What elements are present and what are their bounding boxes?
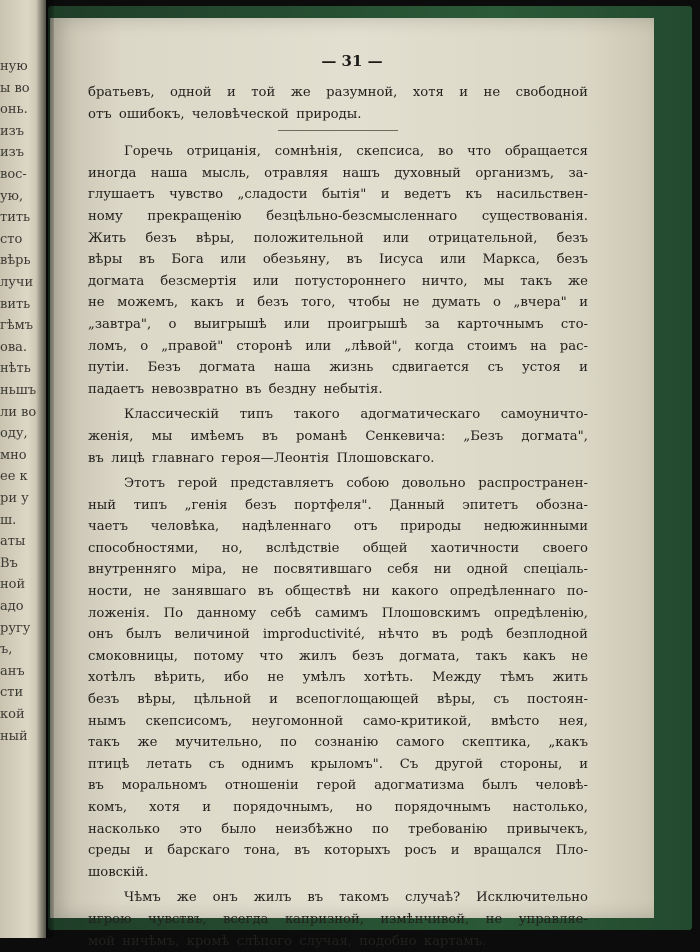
left-page-fragment: гѣмъ — [0, 318, 34, 334]
paragraph — [88, 473, 588, 883]
text-line: Классическій типъ такого адогматическаго самоуничто- — [124, 407, 588, 423]
text-line: женія, мы имѣемъ въ романѣ Сенкевича: „Безъ догмата", — [88, 428, 588, 444]
left-page-fragment: аты — [0, 534, 26, 550]
spine-shadow — [36, 0, 54, 938]
text-line: комъ, хотя и порядочнымъ, но порядочнымъ настолько, — [88, 800, 588, 815]
left-page-fragment: кой — [0, 707, 25, 722]
left-page-fragment: ньшъ — [0, 383, 37, 398]
left-page-fragment: вѣрь — [0, 253, 31, 269]
left-page-fragment: ова. — [0, 339, 28, 355]
left-page-fragment: нѣть — [0, 361, 31, 377]
text-line: среды и барскаго тона, въ которыхъ росъ и вращался Пло- — [88, 843, 588, 859]
left-page-fragment: адо — [0, 599, 24, 614]
paragraph — [88, 887, 588, 952]
left-page-fragment: ную — [0, 59, 28, 74]
left-page-fragment: тить — [0, 210, 31, 226]
left-page-fragment: анъ — [0, 663, 25, 679]
text-line: путіи. Безъ догмата наша жизнь сдвигается съ устоя и — [88, 360, 588, 376]
left-page-fragment: вос- — [0, 167, 27, 182]
text-line: такъ же мучительно, по сознанію самого скептика, „какъ — [88, 735, 588, 751]
text-line: мой ничѣмъ, кромѣ слѣпого случая, подобно картамъ. — [88, 933, 487, 949]
left-page-fragment: онь. — [0, 102, 28, 118]
book-page — [50, 18, 654, 949]
text-line: Жить безъ вѣры, положительной или отрицательной, безъ — [88, 230, 588, 246]
text-line: безъ вѣры, цѣльной и всепоглощающей вѣры, съ постоян- — [88, 692, 588, 708]
text-line: онъ былъ величиной improductivité, нѣчто въ родѣ безплодной — [88, 627, 588, 643]
left-page-fragment: ъ, — [0, 642, 13, 658]
left-page-fragment: мно — [0, 447, 27, 463]
text-line: братьевъ, одной и той же разумной, хотя и не свободной — [88, 85, 588, 100]
text-line: шовскій. — [88, 864, 149, 880]
paragraph — [88, 404, 588, 469]
left-page-fragment: Въ — [0, 555, 18, 571]
text-line: ложенія. По данному себѣ самимъ Плошовскимъ опредѣленію, — [88, 605, 588, 621]
text-line: падаетъ невозвратно въ бездну небытія. — [88, 381, 383, 397]
text-line: иногда наша мысль, отравляя нашъ духовный организмъ, за- — [88, 165, 588, 181]
left-page-fragment: ругу — [0, 620, 31, 636]
left-page-fragment: ее к — [0, 469, 28, 485]
text-line: ломъ, о „правой" сторонѣ или „лѣвой", когда стоимъ на рас- — [88, 338, 588, 354]
text-line: насколько это было неизбѣжно по требованію привычекъ, — [88, 821, 588, 837]
left-page-fragment: ш. — [0, 512, 17, 528]
left-page-fragment: ный — [0, 728, 28, 744]
text-line: нымъ скепсисомъ, неугомонной само-критикой, вмѣсто нея, — [88, 713, 588, 729]
page-number: — 31 — — [321, 52, 383, 70]
text-line: глушаетъ чувство „сладости бытія" и ведетъ къ насильствен- — [88, 187, 588, 203]
text-line: птицѣ летать съ однимъ крыломъ". Съ другой стороны, и — [88, 756, 588, 772]
left-page-fragment: сти — [0, 685, 24, 701]
text-line: ности, не занявшаго въ обществѣ ни какого опредѣленнаго по- — [88, 584, 588, 600]
text-line: способностями, но, вслѣдствіе общей хаотичности своего — [88, 540, 588, 556]
section-divider — [278, 130, 398, 131]
paragraph — [88, 82, 588, 125]
text-line: Этотъ герой представляетъ собою довольно распространен- — [124, 476, 588, 492]
text-line: ному прекращенію безцѣльно-безсмысленнаго существованія. — [88, 208, 588, 224]
left-page-fragment: ую, — [0, 188, 24, 204]
text-line: ный типъ „генія безъ портфеля". Данный эпитетъ обозна- — [88, 497, 588, 513]
text-line: смоковницы, потому что жилъ безъ догмата, такъ какъ не — [88, 648, 588, 664]
left-page-fragment: изъ — [0, 123, 25, 139]
left-page-fragment: лучи — [0, 275, 34, 290]
left-page-fragment: ри у — [0, 491, 29, 506]
text-line: чаетъ человѣка, надѣленнаго отъ природы недюжинными — [88, 519, 588, 535]
paragraph — [88, 141, 588, 400]
text-line: не можемъ, какъ и безъ того, чтобы не думать о „вчера" и — [88, 295, 588, 311]
left-page-fragment: вить — [0, 296, 31, 312]
page-text — [88, 82, 588, 952]
text-line: хотѣлъ вѣрить, ибо не умѣлъ хотѣть. Между тѣмъ жить — [88, 670, 588, 686]
text-line: внутренняго міра, не посвятившаго себя ни одной спеціаль- — [88, 562, 588, 578]
left-page-fragment: ной — [0, 577, 26, 593]
text-line: вѣры въ Бога или обезьяну, въ Іисуса или Маркса, безъ — [88, 252, 588, 268]
left-page-fragment: сто — [0, 231, 23, 247]
text-line: Чѣмъ же онъ жилъ въ такомъ случаѣ? Исключительно — [124, 890, 588, 906]
left-page-fragment: ли во — [0, 404, 37, 420]
left-page-fragment: ы во — [0, 80, 30, 96]
left-page-fragment: оду, — [0, 426, 28, 442]
text-line: игрою чувствъ, всегда капризной, измѣнчивой, не управляе- — [88, 911, 588, 927]
text-line: въ лицѣ главнаго героя—Леонтія Плошовскаго. — [88, 450, 435, 466]
text-line: Горечь отрицанія, сомнѣнія, скепсиса, во что обращается — [124, 144, 588, 160]
left-page-fragment: изъ — [0, 145, 25, 161]
text-line: „завтра", о выигрышѣ или проигрышѣ за карточнымъ сто- — [88, 316, 588, 332]
text-line: догмата безсмертія или потустороннего ничто, мы такъ же — [88, 273, 588, 289]
text-line: отъ ошибокъ, человѣческой природы. — [88, 106, 362, 122]
text-line: въ моральномъ отношеніи герой адогматизма былъ человѣ- — [88, 778, 588, 794]
